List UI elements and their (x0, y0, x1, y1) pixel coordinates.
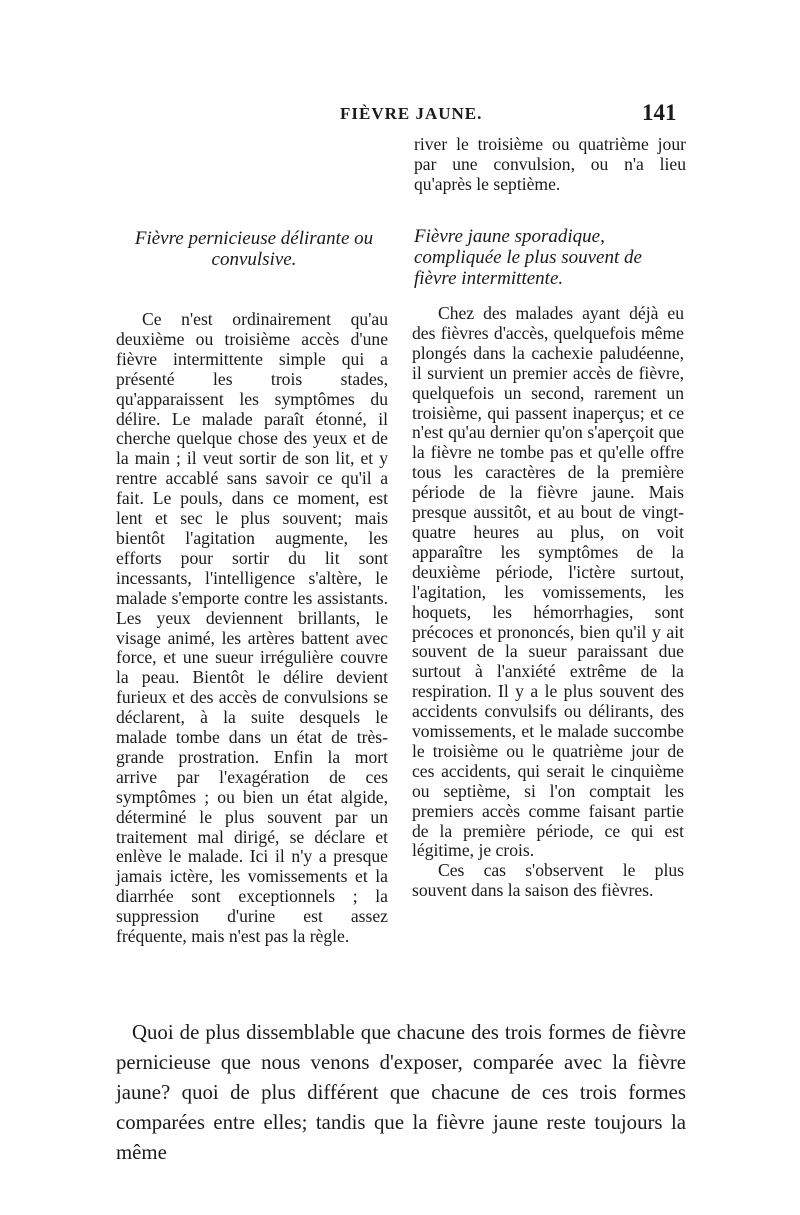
right-body-paragraph-2: Ces cas s'observent le plus souvent dans la saison des fièvres. (412, 860, 684, 901)
right-column-continuation (414, 135, 686, 195)
continuation-paragraph: river le troisième ou quatrième jour par une convulsion, ou n'a lieu qu'après le septième. (414, 134, 686, 194)
page-number: 141 (642, 100, 677, 125)
left-section-heading: Fièvre pernicieuse délirante ou convulsive. (134, 228, 374, 270)
page-header (0, 100, 800, 128)
footer-paragraph: Quoi de plus dissemblable que chacune des trois formes de fièvre pernicieuse que nous venons d'exposer, comparée avec la fièvre jaune? quoi de plus différent que chacune de ces trois formes comparées entre elles; tandis que la fièvre jaune reste toujours la même (116, 1021, 686, 1164)
left-column-body (116, 310, 388, 947)
right-section-heading: Fièvre jaune sporadique, compliquée le plus souvent de fièvre intermittente. (414, 226, 642, 289)
footer-paragraph-block (116, 1018, 686, 1168)
right-body-paragraph-1: Chez des malades ayant déjà eu des fièvres d'accès, quelquefois même plongés dans la cachexie paludéenne, il survient un premier accès de fièvre, quelquefois un second, rarement un troisième, qui passent inaperçus; et ce n'est qu'au dernier qu'on s'aperçoit que la fièvre ne tombe pas et qu'elle offre tous les caractères de la première période de la fièvre jaune. Mais presque aussitôt, et au bout de vingt-quatre heures au plus, on voit apparaître les symptômes de la deuxième période, l'ictère surtout, l'agitation, les vomissements, les hoquets, les hémorrhagies, sont précoces et prononcés, bien qu'il y ait souvent de la sueur paraissant due surtout à l'anxiété extrême de la respiration. Il y a le plus souvent des accidents convulsifs ou délirants, des vomissements, et le malade succombe le troisième ou le quatrième jour de ces accidents, qui serait le cinquième ou septième, si l'on comptait les premiers accès comme faisant partie de la première période, ce qui est légitime, je crois. (412, 303, 684, 861)
running-head: FIÈVRE JAUNE. (340, 104, 483, 123)
left-body-paragraph: Ce n'est ordinairement qu'au deuxième ou troisième accès d'une fièvre intermittente simple qui a présenté les trois stades, qu'apparaissent les symptômes du délire. Le malade paraît étonné, il cherche quelque chose des yeux et de la main ; il veut sortir de son lit, et y rentre accablé sans savoir ce qu'il a fait. Le pouls, dans ce moment, est lent et sec le plus souvent; mais bientôt l'agitation augmente, les efforts pour sortir du lit sont incessants, l'intelligence s'altère, le malade s'emporte contre les assistants. Les yeux deviennent brillants, le visage animé, les artères battent avec force, et une sueur irrégulière couvre la peau. Bientôt le délire devient furieux et des accès de convulsions se déclarent, à la suite desquels le malade tombe dans un état de très-grande prostration. Enfin la mort arrive par l'exagération de ces symptômes ; ou bien un état algide, déterminé le plus souvent par un traitement mal dirigé, se déclare et enlève le malade. Ici il n'y a presque jamais ictère, les vomissements et la diarrhée sont exceptionnels ; la suppression d'urine est assez fréquente, mais n'est pas la règle. (116, 309, 388, 947)
right-column-body (412, 304, 684, 901)
